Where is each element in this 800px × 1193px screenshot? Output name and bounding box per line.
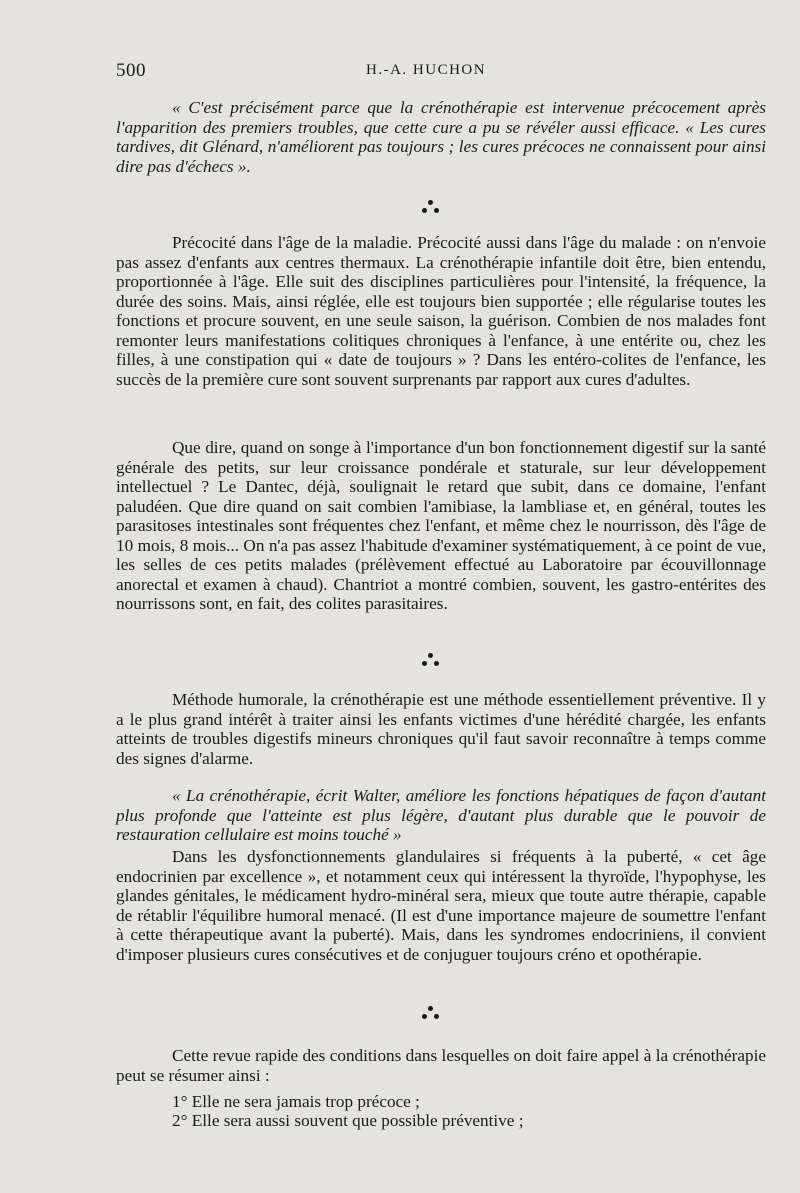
running-head: H.-A. HUCHON	[366, 62, 487, 78]
list-item-2: 2° Elle sera aussi souvent que possible préventive ;	[172, 1111, 524, 1130]
paragraph-methode-humorale: Méthode humorale, la crénothérapie est une méthode essentiellement préventive. Il y a le plus grand intérêt à traiter ainsi les enfants victimes d'une hérédité chargée, les enfants atteints de troubles digestifs mineurs chroniques qu'il faut savoir reconnaître à temps comme des signes d'alarme.	[116, 690, 766, 768]
list-item-1: 1° Elle ne sera jamais trop précoce ;	[172, 1092, 420, 1111]
paragraph-que-dire: Que dire, quand on songe à l'importance d'un bon fonctionnement digestif sur la santé générale des petits, sur leur croissance pondérale et staturale, sur leur développement intellectuel ? Le Dantec, déjà, soulignait le retard que subit, dans ce domaine, l'enfant paludéen. Que dire quand on sait combien l'amibiase, la lambliase et, en général, toutes les parasitoses intestinales sont fréquentes chez l'enfant, et même chez le nourrisson, dès l'âge de 10 mois, 8 mois... On n'a pas assez l'habitude d'examiner systématiquement, à ce point de vue, les selles de ces petits malades (prélèvement effectué au Laboratoire par écouvillonnage anorectal et examen à chaud). Chantriot a montré combien, souvent, les gastro-entérites des nourrissons sont, en fait, des colites parasitaires.	[116, 438, 766, 613]
page-number: 500	[116, 60, 146, 81]
quote-walter: « La crénothérapie, écrit Walter, améliore les fonctions hépatiques de façon d'autant plus profonde que l'atteinte est plus légère, d'autant plus durable que le pouvoir de restauration cellulaire est moins touché »	[116, 786, 766, 844]
section-ornament	[419, 653, 443, 673]
paragraph-precocite: Précocité dans l'âge de la maladie. Précocité aussi dans l'âge du malade : on n'envoie pas assez d'enfants aux centres thermaux. La crénothérapie infantile doit être, bien entendu, proportionnée à l'âge. Elle suit des disciplines particulières pour l'intensité, la fréquence, la durée des soins. Mais, ainsi réglée, elle est toujours bien supportée ; elle régularise toutes les fonctions et procure souvent, en une seule saison, la guérison. Combien de nos malades font remonter leurs manifestations colitiques chroniques à l'enfance, à une entérite ou, chez les filles, à une constipation qui « date de toujours » ? Dans les entéro-colites de l'enfance, les succès de la première cure sont souvent surprenants par rapport aux cures d'adultes.	[116, 233, 766, 389]
section-ornament	[419, 1006, 443, 1026]
section-ornament	[419, 200, 443, 220]
paragraph-dysfonctionnements: Dans les dysfonctionnements glandulaires si fréquents à la puberté, « cet âge endocrinien par excellence », et notamment ceux qui intéressent la thyroïde, l'hypophyse, les glandes génitales, le médicament hydro-minéral sera, mieux que toute autre thérapie, capable de rétablir l'équilibre humoral menacé. (Il est d'une importance majeure de soumettre l'enfant à cette thérapeutique avant la puberté). Mais, dans les syndromes endocriniens, il convient d'imposer plusieurs cures consécutives et de conjuguer toujours créno et opothérapie.	[116, 847, 766, 964]
quote-glenard: « C'est précisément parce que la crénothérapie est intervenue précocement après l'apparition des premiers troubles, que cette cure a pu se révéler aussi efficace. « Les cures tardives, dit Glénard, n'améliorent pas toujours ; les cures précoces ne connaissent pour ainsi dire pas d'échecs ».	[116, 98, 766, 176]
page-header	[116, 60, 766, 84]
paragraph-revue-rapide: Cette revue rapide des conditions dans lesquelles on doit faire appel à la crénothérapie peut se résumer ainsi :	[116, 1046, 766, 1085]
